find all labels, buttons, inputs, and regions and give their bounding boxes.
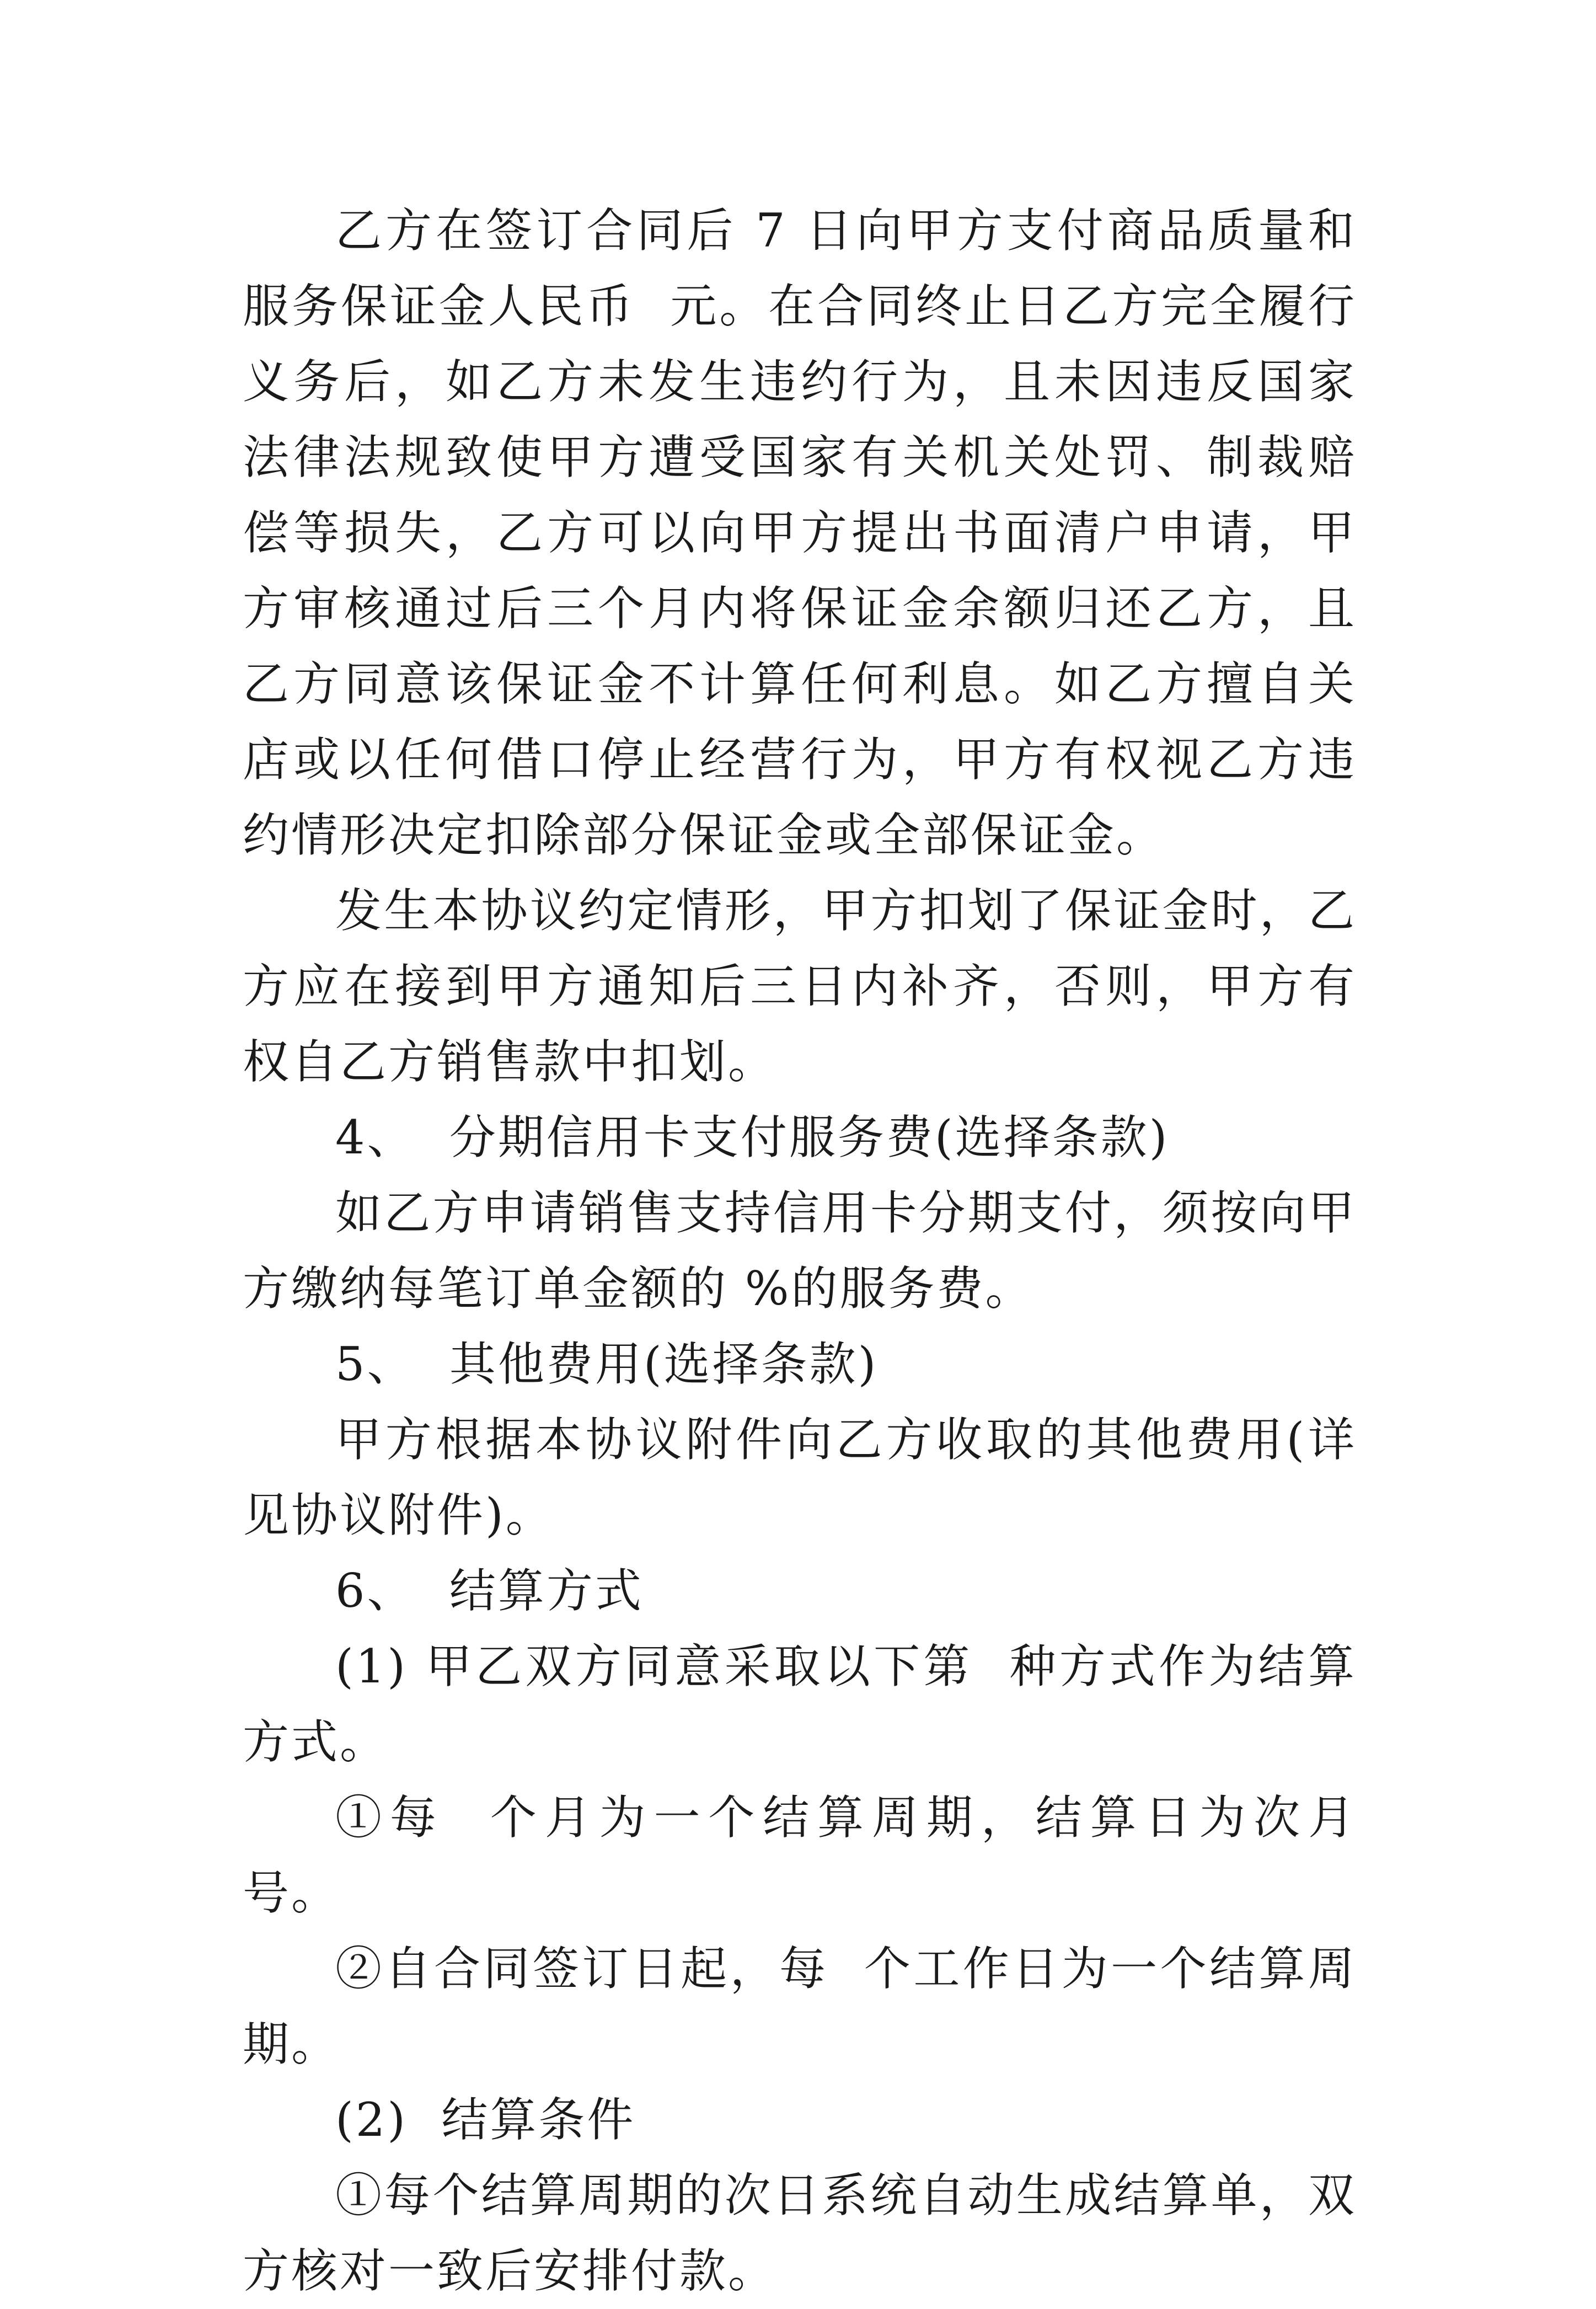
heading-settlement-method: 6、 结算方式 (335, 1564, 644, 1618)
paragraph-settlement-choice: (1) 甲乙双方同意采取以下第 种方式作为结算方式。 (243, 1639, 1357, 1769)
paragraph-installment-fee: 如乙方申请销售支持信用卡分期支付，须按向甲方缴纳每笔订单金额的 %的服务费。 (243, 1186, 1357, 1316)
heading-installment-fee: 4、 分期信用卡支付服务费(选择条款) (335, 1110, 1170, 1164)
paragraph-settlement-condition-1: ①每个结算周期的次日系统自动生成结算单，双方核对一致后安排付款。 (243, 2168, 1357, 2298)
paragraph-deposit-terms: 乙方在签订合同后 7 日向甲方支付商品质量和服务保证金人民币 元。在合同终止日乙方完全履行义务后，如乙方未发生违约行为，且未因违反国家法律法规致使甲方遭受国家有关机关处罚、制裁赔偿等损失，乙方可以向甲方提出书面清户申请，甲方审核通过后三个月内将保证金余额归还乙方，且乙方同意该保证金不计算任何利息。如乙方擅自关店或以任何借口停止经营行为，甲方有权视乙方违约情形决定扣除部分保证金或全部保证金。 (243, 204, 1357, 862)
document-body (243, 193, 1391, 2309)
paragraph-other-fees: 甲方根据本协议附件向乙方收取的其他费用(详见协议附件)。 (243, 1413, 1357, 1542)
paragraph-settlement-option-2: ②自合同签订日起，每 个工作日为一个结算周期。 (243, 1942, 1357, 2071)
paragraph-deposit-replenish: 发生本协议约定情形，甲方扣划了保证金时，乙方应在接到甲方通知后三日内补齐，否则，甲方有权自乙方销售款中扣划。 (243, 884, 1357, 1089)
heading-settlement-conditions: (2) 结算条件 (335, 2093, 636, 2147)
paragraph-settlement-option-1: ①每 个月为一个结算周期，结算日为次月 号。 (243, 1790, 1391, 1920)
heading-other-fees: 5、 其他费用(选择条款) (335, 1337, 879, 1391)
